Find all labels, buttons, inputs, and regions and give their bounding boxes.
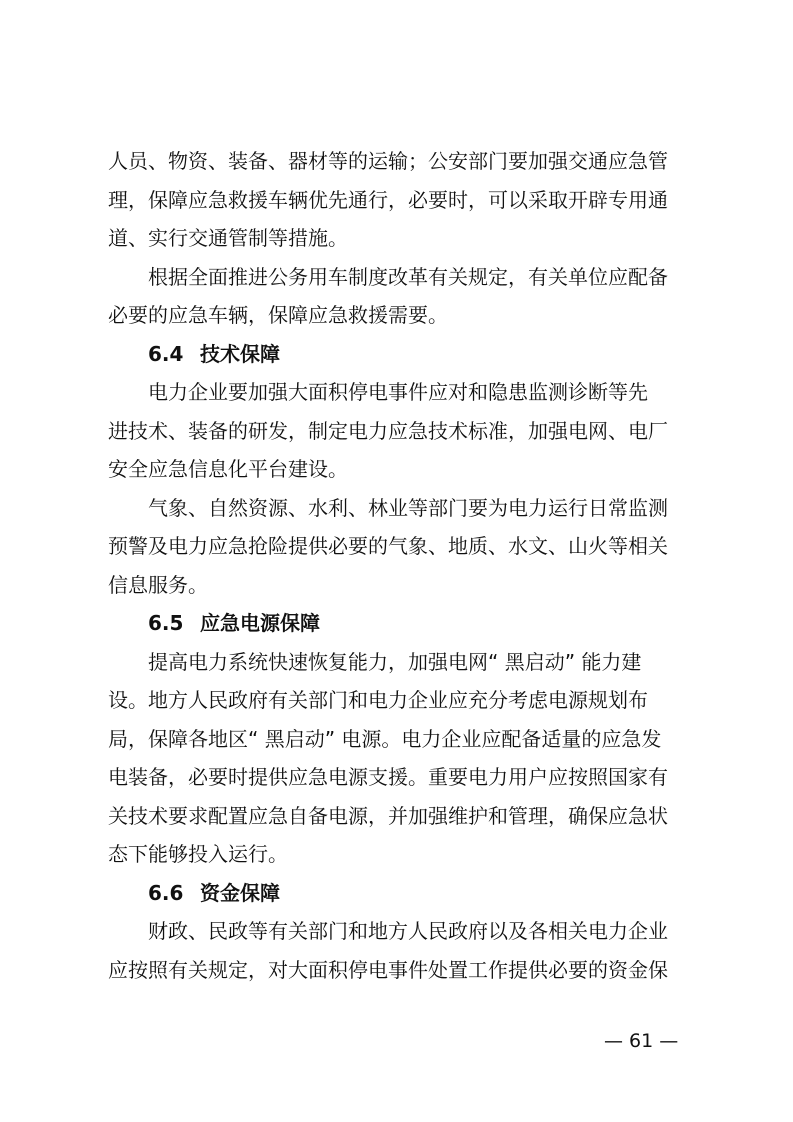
text-line: 预警及电力应急抢险提供必要的气象、地质、水文、山火等相关 <box>108 534 668 558</box>
text-line: 人员、物资、装备、器材等的运输；公安部门要加强交通应急管 <box>108 149 668 173</box>
text-line: 根据全面推进公务用车制度改革有关规定，有关单位应配备 <box>148 264 668 289</box>
text-line: 必要的应急车辆，保障应急救援需要。 <box>108 303 448 327</box>
section-heading <box>108 604 698 643</box>
section-number: 6.5 <box>148 611 184 635</box>
section-title: 技术保障 <box>200 341 280 366</box>
page-number: — 61 — <box>604 1030 679 1052</box>
text-line: 安全应急信息化平台建设。 <box>108 457 348 481</box>
section-heading <box>108 874 698 913</box>
text-line: 电力企业要加强大面积停电事件应对和隐患监测诊断等先 <box>148 380 648 404</box>
text-line: 局，保障各地区“ 黑启动” 电源。电力企业应配备适量的应急发 <box>108 726 662 751</box>
text-line: 财政、民政等有关部门和地方人民政府以及各相关电力企业 <box>148 919 668 943</box>
text-line: 理，保障应急救援车辆优先通行，必要时，可以采取开辟专用通 <box>108 187 668 212</box>
section-number: 6.6 <box>148 880 184 905</box>
section-number: 6.4 <box>148 341 184 366</box>
text-line: 关技术要求配置应急自备电源，并加强维护和管理，确保应急状 <box>108 803 668 828</box>
text-line: 提高电力系统快速恢复能力，加强电网“ 黑启动” 能力建 <box>148 649 642 674</box>
text-line: 态下能够投入运行。 <box>108 842 288 866</box>
text-line: 进技术、装备的研发，制定电力应急技术标准，加强电网、电厂 <box>108 418 668 443</box>
text-line: 气象、自然资源、水利、林业等部门要为电力运行日常监测 <box>148 495 668 520</box>
section-title: 应急电源保障 <box>200 611 320 635</box>
section-heading <box>108 335 698 374</box>
text-line: 设。地方人民政府有关部门和电力企业应充分考虑电源规划布 <box>108 688 648 712</box>
document-body <box>108 142 698 989</box>
text-line: 应按照有关规定，对大面积停电事件处置工作提供必要的资金保 <box>108 957 668 982</box>
text-line: 电装备，必要时提供应急电源支援。重要电力用户应按照国家有 <box>108 765 668 789</box>
text-line: 道、实行交通管制等措施。 <box>108 226 348 250</box>
section-title: 资金保障 <box>200 880 280 905</box>
text-line: 信息服务。 <box>108 572 208 597</box>
